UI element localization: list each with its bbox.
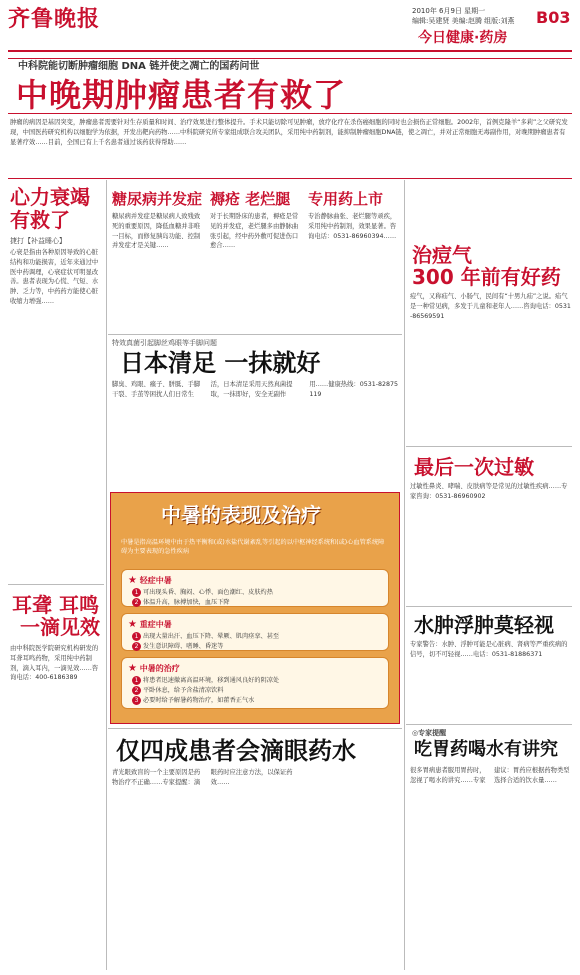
header-rule [8, 50, 572, 52]
article-title: 水肿浮肿莫轻视 [414, 613, 554, 637]
article-title: 心力衰竭有救了 [10, 185, 90, 232]
level-row: 3 必要时给予解暑药物治疗，如藿香正气水 [132, 696, 254, 705]
article-body: 青光眼致盲的一个主要原因是药物治疗不正确……专家提醒：滴眼药时应注意方法，以保证药效…… [112, 769, 293, 786]
lead-body: 肿瘤的病因是基因突变，肿瘤患者需要针对生存质量和时间、治疗效果进行整体提升。手术只能切除可见肿瘤，放疗化疗在杀伤癌细胞的同时也会损伤正常细胞。2002年，首例克隆羊“多莉”之父研究发现，中国医药研究机构以细胞学为依据，开发出靶向药物……中科院研究所专家组成联合攻关团队，采用纯中药制剂，能抑制肿瘤细胞DNA链，使之凋亡，并对正常细胞无毒副作用，对晚期肿瘤患者有显著疗效……目前，全国已有上千名患者通过该药获得帮助…… [10, 119, 568, 146]
column-divider [404, 180, 405, 970]
level-row: 1 将患者迅速撤离高温环境，移到通风良好的阴凉处 [132, 676, 279, 685]
number-icon: 2 [132, 598, 141, 607]
star-icon: ★ [128, 575, 137, 586]
level-row: 1 出现大量出汗、血压下降、晕厥、肌肉痉挛、甚至 [132, 632, 279, 641]
article-body: 由中科院医学院研究机构研发的耳聋耳鸣药物，采用纯中药制剂，滴入耳内，一滴见效……咨询电话：400-6186389 [10, 645, 99, 682]
article-title: 耳聋 耳鸣 [12, 593, 99, 617]
infographic-title: 中暑的表现及治疗 [161, 503, 321, 527]
divider [406, 606, 572, 607]
divider [108, 334, 402, 335]
level-tag: ★ 中暑的治疗 [128, 663, 180, 674]
article-body: 过敏性鼻炎、哮喘、皮肤病等是常见的过敏性疾病……专家咨询：0531-86960902 [410, 483, 568, 500]
number-icon: 1 [132, 676, 141, 685]
level-row: 2 发生意识障碍、嗜睡、昏迷等 [132, 642, 223, 651]
article-title: 吃胃药喝水有讲究 [414, 739, 558, 760]
infographic-description: 中暑是指高温环境中由于热平衡和(或)水盐代谢紊乱等引起的以中枢神经系统和(或)心血管系统障碍为主要表现的急性疾病 [121, 539, 385, 555]
number-icon: 2 [132, 686, 141, 695]
divider [406, 446, 572, 447]
heatstroke-infographic [110, 492, 400, 724]
divider [406, 724, 572, 725]
article-body: 糖尿病并发症是糖尿病人致残致死的重要原因，降低血糖并非唯一目标，而修复胰岛功能、控制并发症才是关键…… [112, 213, 201, 250]
issue-date: 2010年 6月9日 星期一 [412, 7, 486, 15]
level-mild [121, 569, 389, 607]
article-body: 对于长期卧床的患者，褥疮是常见的并发症，老烂腿多由静脉曲张引起，经中药外敷可促进伤口愈合…… [210, 213, 299, 250]
editor-credits: 编辑:吴建贤 美编:赵腾 组版:刘燕 [412, 17, 515, 25]
article-body: 专家警告：水肿、浮肿可能是心脏病、肾病等严重疾病的信号，切不可轻视……电话：0531-81886371 [410, 641, 568, 658]
article-title: 专用药上市 [308, 190, 384, 208]
article-title: 最后一次过敏 [414, 455, 534, 479]
divider [108, 728, 402, 729]
article-kicker: ◎专家提醒 [412, 729, 447, 737]
number-icon: 1 [132, 632, 141, 641]
article-title: 治痘气 [412, 243, 472, 267]
column-divider [106, 180, 107, 970]
article-body: 脚臭、鸡眼、瘊子、胼胝、手脚干裂、手茧等困扰人们日常生活，日本清足采用天然真菌提取，一抹即好，安全无副作用……健康热线：0531-82875119 [112, 381, 399, 398]
number-icon: 1 [132, 588, 141, 597]
level-tag: ★ 轻症中暑 [128, 575, 172, 586]
divider [8, 178, 572, 179]
level-row: 2 平卧休息，给予含盐清凉饮料 [132, 686, 223, 695]
star-icon: ★ [128, 663, 137, 674]
section-title: 今日健康·药房 [418, 30, 508, 46]
star-icon: ★ [128, 619, 137, 630]
article-kicker: 特效真菌引起脚丝鸡眼等手脚问题 [112, 339, 217, 347]
level-treatment [121, 657, 389, 709]
number-icon: 3 [132, 696, 141, 705]
article-title: 褥疮 老烂腿 [210, 190, 291, 208]
page-code: B03 [536, 8, 571, 27]
divider [8, 584, 104, 585]
article-title: 300 年前有好药 [412, 265, 561, 289]
article-title: 一滴见效 [20, 615, 100, 639]
article-body: 专治静脉曲张、老烂腿等顽疾，采用纯中药制剂，效果显著。咨询电话：0531-86960394…… [308, 213, 397, 240]
article-body: 痘气，又称疝气、小肠气，民间有“十男九疝”之说。疝气是一种常见病，多发于儿童和老年人……咨询电话：0531-86569591 [410, 293, 571, 320]
level-row: 2 体温升高，脉搏加快，血压下降 [132, 598, 230, 607]
lead-kicker: 中科院能切断肿瘤细胞 DNA 链并使之凋亡的国药问世 [18, 61, 260, 72]
newspaper-logo: 齐鲁晚报 [8, 6, 101, 32]
lead-headline: 中晚期肿瘤患者有救了 [16, 76, 347, 114]
number-icon: 2 [132, 642, 141, 651]
level-row: 1 可出现头昏、胸闷、心悸、面色潮红、皮肤灼热 [132, 588, 273, 597]
article-title: 仅四成患者会滴眼药水 [116, 737, 356, 765]
article-body: 很多胃病患者服用胃药时，忽视了喝水的讲究……专家建议：胃药应根据药物类型选择合适的饮水量…… [410, 767, 570, 784]
article-title: 糖尿病并发症 [112, 190, 203, 208]
article-subtitle: 捷打【补益睡心】 [10, 237, 66, 245]
article-title: 日本清足 一抹就好 [120, 349, 321, 377]
article-body: 心衰是指由各种原因导致的心脏结构和功能损害，近年来通过中医中药调理，心衰症状可明显改善。患者表现为心慌、气短、水肿、乏力等，中药药方能使心脏收缩力增强…… [10, 249, 99, 305]
level-tag: ★ 重症中暑 [128, 619, 172, 630]
level-severe [121, 613, 389, 651]
